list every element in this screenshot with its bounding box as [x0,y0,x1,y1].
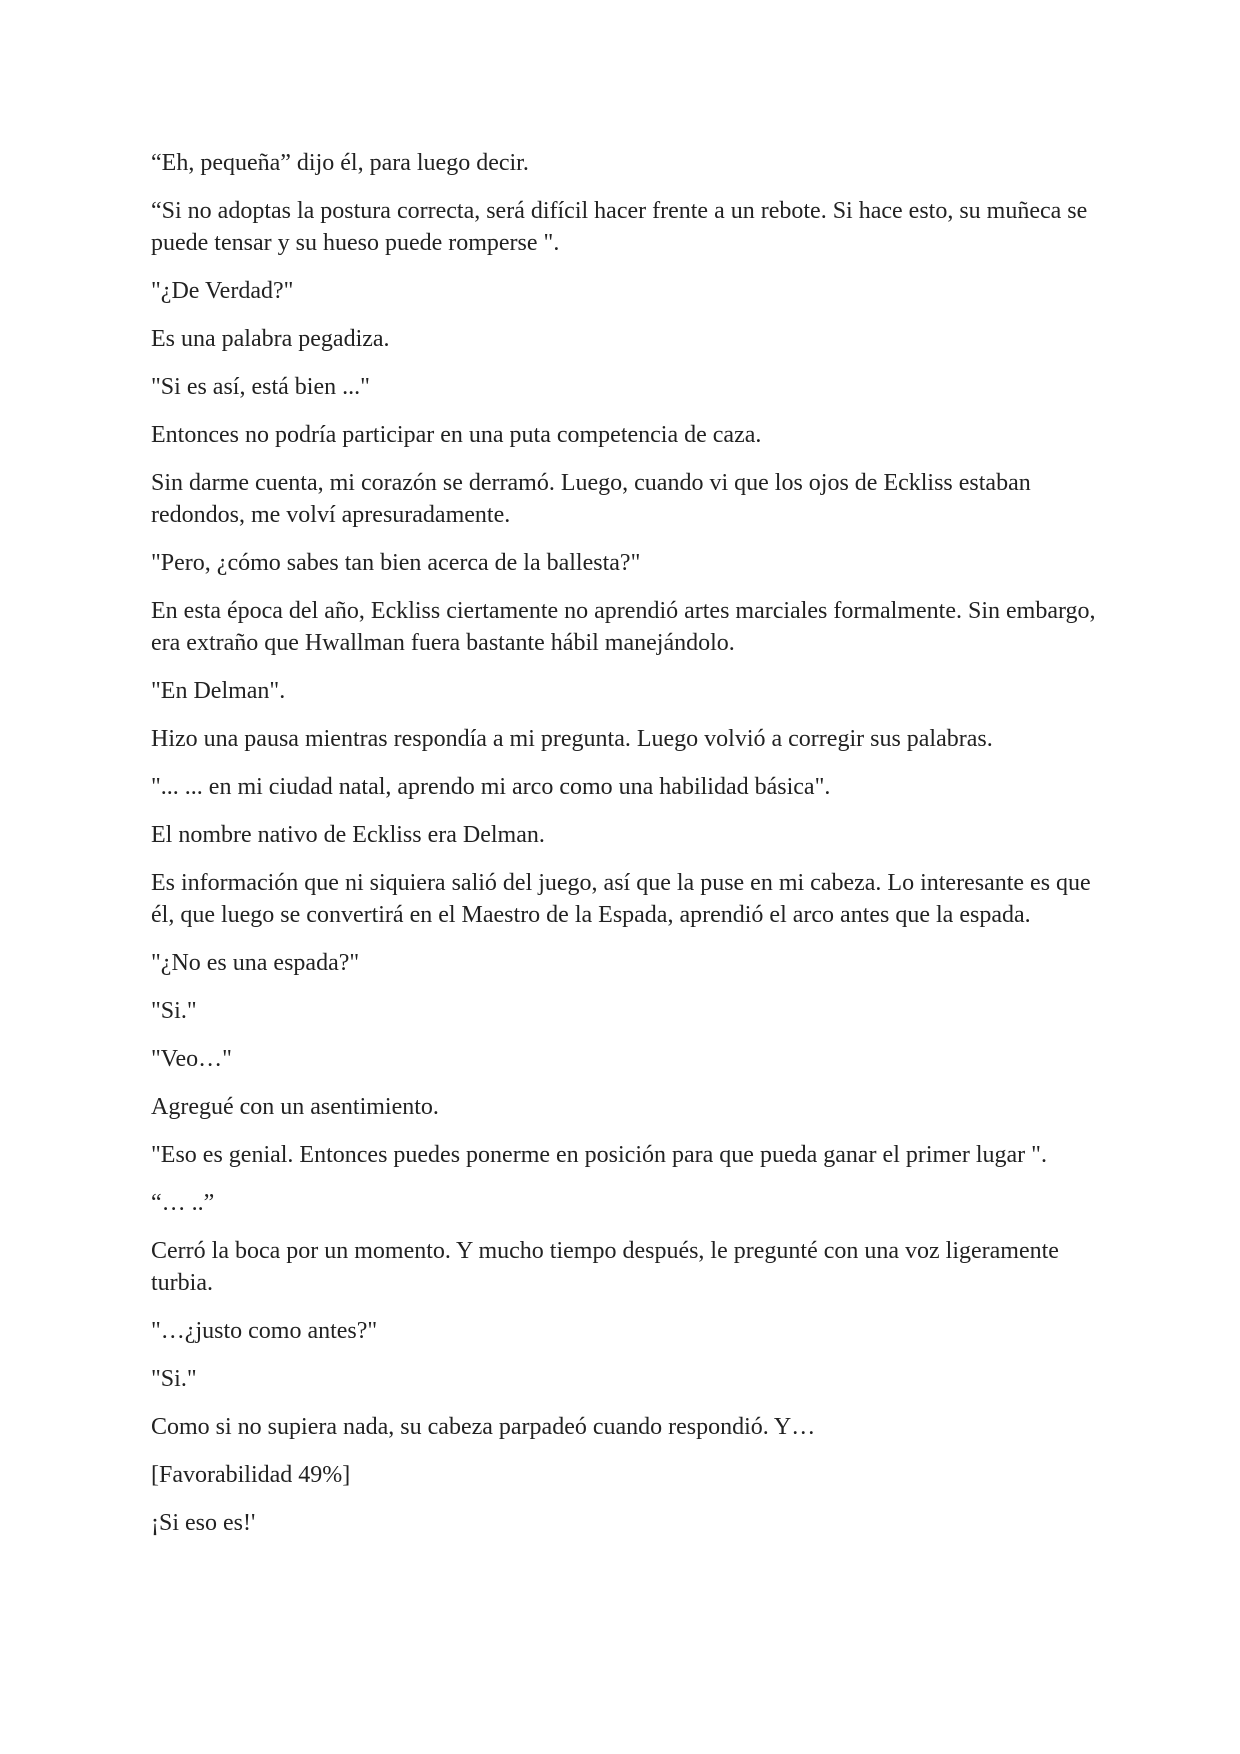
paragraph-19: "Eso es genial. Entonces puedes ponerme en posición para que pueda ganar el primer lugar ". [151,1142,1047,1168]
paragraph-16: "Si." [151,998,197,1024]
paragraph-18: Agregué con un asentimiento. [151,1094,439,1120]
paragraph-14: Es información que ni siquiera salió del juego, así que la puse en mi cabeza. Lo interesante es que él, que luego se convertirá en el Maestro de la Espada, aprendió el arco antes que la espada. [151,870,1091,928]
paragraph-20: “… ..” [151,1190,215,1216]
paragraph-25: [Favorabilidad 49%] [151,1462,351,1488]
paragraph-24: Como si no supiera nada, su cabeza parpadeó cuando respondió. Y… [151,1414,816,1440]
paragraph-6: Entonces no podría participar en una puta competencia de caza. [151,422,762,448]
paragraph-15: "¿No es una espada?" [151,950,360,976]
paragraph-2: “Si no adoptas la postura correcta, será difícil hacer frente a un rebote. Si hace esto, su muñeca se puede tensar y su hueso puede romperse ". [151,198,1088,256]
paragraph-3: "¿De Verdad?" [151,278,294,304]
paragraph-4: Es una palabra pegadiza. [151,326,390,352]
paragraph-22: "…¿justo como antes?" [151,1318,378,1344]
document-body [151,147,1101,1539]
paragraph-13: El nombre nativo de Eckliss era Delman. [151,822,545,848]
paragraph-21: Cerró la boca por un momento. Y mucho tiempo después, le pregunté con una voz ligeramente turbia. [151,1238,1059,1296]
paragraph-11: Hizo una pausa mientras respondía a mi pregunta. Luego volvió a corregir sus palabras. [151,726,993,752]
paragraph-23: "Si." [151,1366,197,1392]
paragraph-9: En esta época del año, Eckliss ciertamente no aprendió artes marciales formalmente. Sin embargo, era extraño que Hwallman fuera bastante hábil manejándolo. [151,598,1096,656]
paragraph-8: "Pero, ¿cómo sabes tan bien acerca de la ballesta?" [151,550,641,576]
paragraph-26: ¡Si eso es!' [151,1510,256,1536]
paragraph-12: "... ... en mi ciudad natal, aprendo mi arco como una habilidad básica". [151,774,831,800]
paragraph-17: "Veo…" [151,1046,232,1072]
paragraph-10: "En Delman". [151,678,286,704]
paragraph-5: "Si es así, está bien ..." [151,374,370,400]
paragraph-1: “Eh, pequeña” dijo él, para luego decir. [151,150,529,176]
paragraph-7: Sin darme cuenta, mi corazón se derramó. Luego, cuando vi que los ojos de Eckliss estaban redondos, me volví apresuradamente. [151,470,1031,528]
